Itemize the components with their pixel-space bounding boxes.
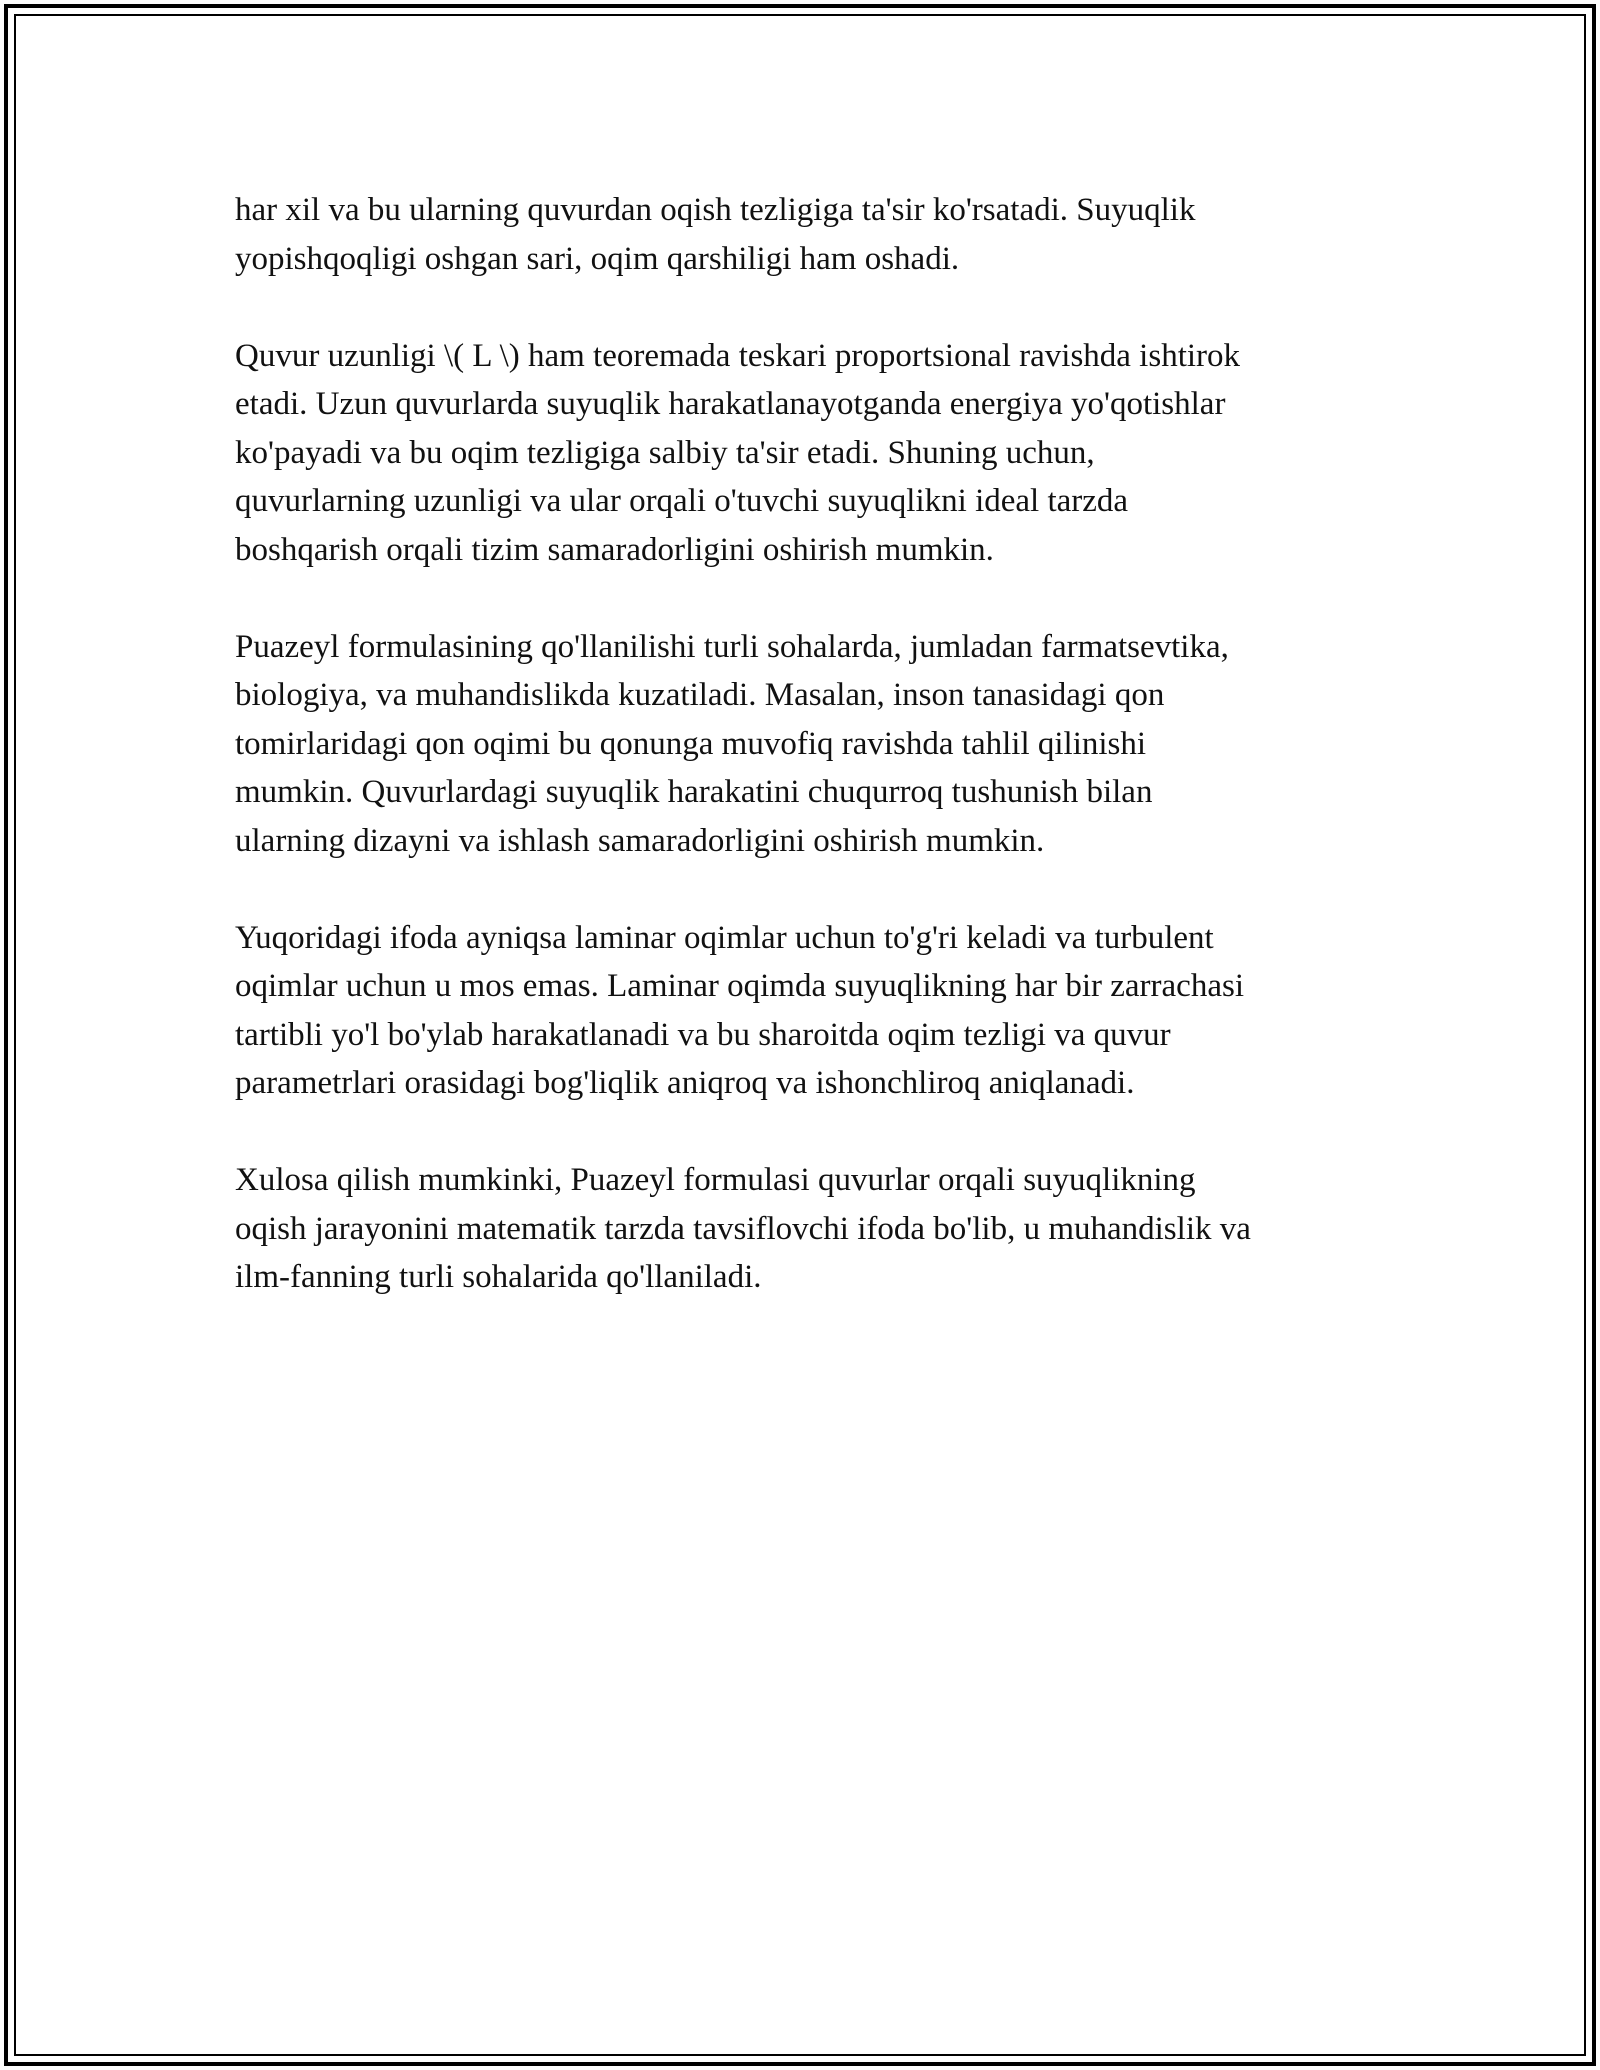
text-line: tartibli yo'l bo'ylab harakatlanadi va bu sharoitda oqim tezligi va quvur bbox=[235, 1016, 1171, 1053]
text-line: yopishqoqligi oshgan sari, oqim qarshiligi ham oshadi. bbox=[235, 240, 960, 277]
text-line: Yuqoridagi ifoda ayniqsa laminar oqimlar uchun to'g'ri keladi va turbulent bbox=[235, 919, 1214, 956]
text-line: oqish jarayonini matematik tarzda tavsiflovchi ifoda bo'lib, u muhandislik va bbox=[235, 1210, 1251, 1247]
text-line: biologiya, va muhandislikda kuzatiladi. Masalan, inson tanasidagi qon bbox=[235, 677, 1165, 713]
text-line: Xulosa qilish mumkinki, Puazeyl formulasi quvurlar orqali suyuqlikning bbox=[235, 1162, 1196, 1198]
text-line: quvurlarning uzunligi va ular orqali o'tuvchi suyuqlikni ideal tarzda bbox=[235, 483, 1129, 519]
text-line: ularning dizayni va ishlash samaradorligini oshirish mumkin. bbox=[235, 822, 1045, 859]
paragraph-laminar-flow bbox=[235, 914, 1375, 1108]
text-line: oqimlar uchun u mos emas. Laminar oqimda suyuqlikning har bir zarrachasi bbox=[235, 968, 1244, 1004]
text-line: ko'payadi va bu oqim tezligiga salbiy ta'sir etadi. Shuning uchun, bbox=[235, 434, 1095, 471]
text-line: etadi. Uzun quvurlarda suyuqlik harakatlanayotganda energiya yo'qotishlar bbox=[235, 386, 1226, 422]
text-line: har xil va bu ularning quvurdan oqish tezligiga ta'sir ko'rsatadi. Suyuqlik bbox=[235, 192, 1196, 228]
paragraph-pipe-length bbox=[235, 332, 1375, 575]
document-body bbox=[235, 186, 1375, 1350]
text-line: boshqarish orqali tizim samaradorligini oshirish mumkin. bbox=[235, 531, 994, 568]
text-line: parametrlari orasidagi bog'liqlik aniqroq va ishonchliroq aniqlanadi. bbox=[235, 1065, 1135, 1101]
text-line: mumkin. Quvurlardagi suyuqlik harakatini chuqurroq tushunish bilan bbox=[235, 774, 1153, 810]
text-line: ilm-fanning turli sohalarida qo'llaniladi. bbox=[235, 1259, 762, 1295]
text-line: Puazeyl formulasining qo'llanilishi turli sohalarda, jumladan farmatsevtika, bbox=[235, 628, 1229, 665]
text-line: tomirlaridagi qon oqimi bu qonunga muvofiq ravishda tahlil qilinishi bbox=[235, 725, 1147, 762]
text-line: Quvur uzunligi \( L \) ham teoremada teskari proportsional ravishda ishtirok bbox=[235, 337, 1241, 374]
paragraph-conclusion bbox=[235, 1156, 1375, 1302]
paragraph-applications bbox=[235, 623, 1375, 866]
paragraph-fluid-viscosity bbox=[235, 186, 1375, 283]
